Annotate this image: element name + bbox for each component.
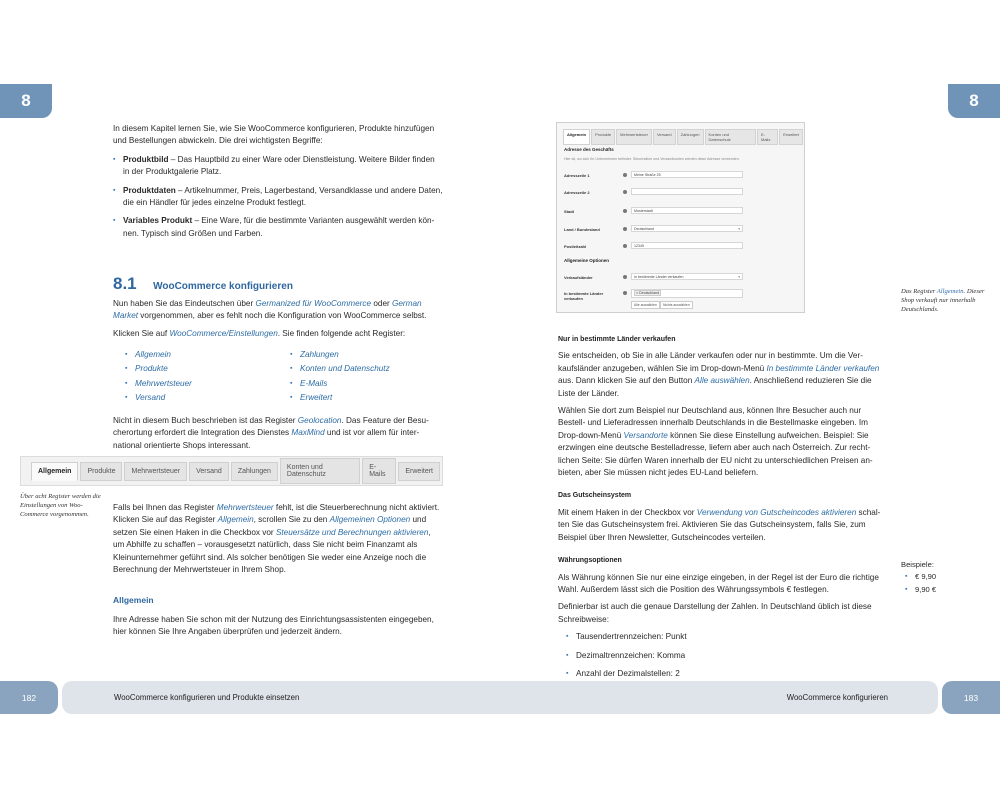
terms-list <box>113 154 443 240</box>
register-item: ▪ Mehrwertsteuer <box>125 378 290 390</box>
shot-tab[interactable]: Versand <box>653 129 676 145</box>
paragraph: Definierbar ist auch die genaue Darstellung der Zahlen. In Deutschland üblich ist diese Schreibweise: <box>558 602 872 624</box>
list-item: ▪ Anzahl der Dezimalstellen: 2 <box>566 668 888 680</box>
address-line2-input[interactable] <box>631 188 743 195</box>
paragraph: Als Währung können Sie nur eine einzige eingeben, in der Regel ist der Euro die richtige Wahl. Außerdem lässt sich die Position des Währungssymbols € festlegen. <box>558 572 879 594</box>
term-item: ▪ Produktdaten – Artikelnummer, Preis, Lagerbestand, Versandklasse und andere Daten, die ein Händler für jedes einzelne Produkt festlegt. <box>113 185 443 210</box>
tab-versand[interactable]: Versand <box>189 462 229 481</box>
geolocation-paragraph: Nicht in diesem Buch beschrieben ist das Register Geolocation. Das Feature der Besucherortung erfordert die Integration des Dienstes MaxMind und ist vor allem für international orientierte Shops interessant. <box>113 416 429 450</box>
shot-tab[interactable]: Zahlungen <box>677 129 704 145</box>
example-item: ▪ 9,90 € <box>905 584 981 596</box>
subsection-heading-allgemein: Allgemein <box>113 595 154 605</box>
shot-field-label: Adresszeile 2 <box>564 190 590 195</box>
paragraph: Sie entscheiden, ob Sie in alle Länder verkaufen oder nur in bestimmte. Um die Verkaufsländer anzugeben, wählen Sie im Drop-down-Menü In bestimmte Länder verkaufen aus. Dann klicken Sie auf den Button Alle auswählen. Anschließend reduzieren Sie die Liste der Länder. <box>558 351 880 398</box>
register-item: ▪ Konten und Datenschutz <box>290 363 445 375</box>
shot-field-label: Adresszeile 1 <box>564 173 590 178</box>
tab-mehrwertsteuer[interactable]: Mehrwertsteuer <box>124 462 187 481</box>
help-icon <box>623 275 627 279</box>
chevron-down-icon: ▾ <box>738 275 740 279</box>
tab-produkte[interactable]: Produkte <box>80 462 122 481</box>
tab-allgemein[interactable]: Allgemein <box>31 462 78 481</box>
shot-field-label: Verkaufsländer <box>564 275 593 280</box>
address-line1-input[interactable]: Meine Straße 25 <box>631 171 743 178</box>
selling-location-select[interactable]: In bestimmte Länder verkaufen ▾ <box>631 273 743 280</box>
specific-countries-input[interactable] <box>631 289 743 298</box>
address-paragraph: Ihre Adresse haben Sie schon mit der Nutzung des Einrichtungsassistenten eingegeben, hier können Sie Ihre Angaben überprüfen und jederzeit ändern. <box>113 615 434 637</box>
country-select[interactable]: Deutschland ▾ <box>631 225 743 232</box>
register-list-col1 <box>125 349 290 407</box>
heading-currency: Währungsoptionen <box>558 557 622 565</box>
heading-countries: Nur in bestimmte Länder verkaufen <box>558 336 676 343</box>
right-text-block <box>558 334 888 686</box>
settings-screenshot <box>556 122 805 313</box>
tab-konten-datenschutz[interactable]: Konten und Datenschutz <box>280 458 360 484</box>
chevron-down-icon: ▾ <box>738 227 740 231</box>
footer-title-right: WooCommerce konfigurieren <box>786 693 888 702</box>
page-number-left: 182 <box>21 692 37 703</box>
woocommerce-tab-bar <box>20 456 443 486</box>
section-title: WooCommerce konfigurieren <box>153 281 293 292</box>
footer-page-number-left <box>0 681 58 714</box>
example-item: ▪ € 9,90 <box>905 571 981 583</box>
shot-section-address: Adresse des Geschäfts <box>564 147 614 152</box>
shot-field-label: In bestimmte Länder verkaufen <box>564 291 604 301</box>
help-icon <box>623 227 627 231</box>
register-item: ▪ Erweitert <box>290 392 445 404</box>
list-item: ▪ Dezimaltrennzeichen: Komma <box>566 650 888 662</box>
term-item: ▪ Variables Produkt – Eine Ware, für die bestimmte Varianten ausgewählt werden können. Typisch sind Größen und Farben. <box>113 215 443 240</box>
shot-field-label: Stadt <box>564 209 574 214</box>
footer-bar <box>62 681 938 714</box>
register-item: ▪ Produkte <box>125 363 290 375</box>
register-list-col2 <box>290 349 445 407</box>
help-icon <box>623 173 627 177</box>
paragraph: Mit einem Haken in der Checkbox vor Verwendung von Gutscheincodes aktivieren schalten Sie das Gutscheinsystem frei. Aktivieren Sie das Gutscheinsystem, falls Sie, zum Beispiel über Ihren Newsletter, Gutscheincodes verteilen. <box>558 507 881 542</box>
examples-note <box>901 559 981 596</box>
tax-paragraph: Falls bei Ihnen das Register Mehrwertsteuer fehlt, ist die Steuerberechnung nicht aktiviert. Klicken Sie auf das Register Allgemein, scrollen Sie zu den Allgemeinen Optionen und setzen Sie einen Haken in die Checkbox vor Steuersätze und Berechnungen aktivieren, um Abhilfe zu schaffen – vorausgesetzt natürlich, dass Sie nicht beim Finanzamt als Kleinunternehmer geführt sind. Als solcher benötigen Sie weder eine Anzeige noch die Berechnung der Mehrwertsteuer in Ihrem Shop. <box>113 503 440 575</box>
city-input[interactable]: Musterstadt <box>631 207 743 214</box>
shot-tab[interactable]: Konten und Datenschutz <box>705 129 756 145</box>
country-tag[interactable]: × Deutschland <box>636 291 660 295</box>
paragraph: Nun haben Sie das Eindeutschen über Germanized für WooCommerce oder German Market vorgenommen, aber es fehlt noch die Konfiguration von WooCommerce selbst. <box>113 299 427 321</box>
section-heading <box>113 274 293 294</box>
heading-coupons: Das Gutscheinsystem <box>558 492 632 500</box>
intro-paragraph: In diesem Kapitel lernen Sie, wie Sie WooCommerce konfigurieren, Produkte hinzufügen und Bestellungen abwickeln. Die drei wichtigsten Begriffe: <box>113 124 435 146</box>
register-item: ▪ Allgemein <box>125 349 290 361</box>
tab-erweitert[interactable]: Erweitert <box>398 462 440 481</box>
shot-tab[interactable]: Erweitert <box>779 129 803 145</box>
shot-tab[interactable]: Allgemein <box>563 129 590 145</box>
paragraph: Wählen Sie dort zum Beispiel nur Deutschland aus, können Ihre Besucher auch nur Bestell- und Lieferadressen innerhalb Deutschlands in die Bestellmaske eingeben. Im Drop-down-Menü Versandorte können Sie diese Einstellung aufweichen. Beispiel: Sie erzwingen eine deutsche Bestelladresse, liefern aber auch nach Österreich. Zur rechtlichen Seite: Sie dürfen Waren innerhalb der EU nicht zu unterschiedlichen Preisen anbieten, aber Sie müssen nicht jedes EU-Land beliefern. <box>558 406 873 478</box>
screenshot-tabs <box>563 129 804 145</box>
shot-section-general: Allgemeine Optionen <box>564 258 610 263</box>
examples-label: Beispiele: <box>901 560 934 569</box>
left-intro-block <box>113 123 443 246</box>
list-item: ▪ Tausendertrennzeichen: Punkt <box>566 631 888 643</box>
left-section-body <box>113 298 443 345</box>
tab-emails[interactable]: E-Mails <box>362 458 396 484</box>
page-number-right: 183 <box>963 692 979 703</box>
help-icon <box>623 291 627 295</box>
register-item: ▪ Versand <box>125 392 290 404</box>
footer-title-left: WooCommerce konfigurieren und Produkte einsetzen <box>114 693 300 702</box>
shot-tab[interactable]: Mehrwertsteuer <box>616 129 652 145</box>
chapter-badge-left: 8 <box>0 84 52 118</box>
chapter-badge-right: 8 <box>948 84 1000 118</box>
help-icon <box>623 209 627 213</box>
shot-field-label: Postleitzahl <box>564 244 587 249</box>
shot-section-description: Hier ist, wo sich Ihr Unternehmen befindet. Steuersätze und Versandkosten werden diese Adresse verwenden. <box>564 157 740 161</box>
term-item: ▪ Produktbild – Das Hauptbild zu einer Ware oder Dienstleistung. Weitere Bilder finden in der Produktgalerie Platz. <box>113 154 443 179</box>
shot-field-label: Land / Bundesland <box>564 227 600 232</box>
tab-bar-caption: Über acht Register werden die Einstellungen von WooCommerce vorgenommen. <box>20 493 101 518</box>
tab-zahlungen[interactable]: Zahlungen <box>231 462 278 481</box>
number-format-list <box>566 631 888 680</box>
screenshot-caption: Das Register Allgemein. Dieser Shop verkauft nur innerhalb Deutschlands. <box>901 288 985 313</box>
footer-page-number-right <box>942 681 1000 714</box>
shot-tab[interactable]: Produkte <box>591 129 615 145</box>
select-none-button[interactable]: Nichts auswählen <box>660 301 693 309</box>
postcode-input[interactable]: 12345 <box>631 242 743 249</box>
shot-tab[interactable]: E-Mails <box>757 129 778 145</box>
register-item: ▪ E-Mails <box>290 378 445 390</box>
help-icon <box>623 190 627 194</box>
select-all-button[interactable]: Alle auswählen <box>631 301 660 309</box>
help-icon <box>623 244 627 248</box>
section-number: 8.1 <box>113 274 137 293</box>
register-item: ▪ Zahlungen <box>290 349 445 361</box>
paragraph: Klicken Sie auf WooCommerce/Einstellungen. Sie finden folgende acht Register: <box>113 328 406 338</box>
